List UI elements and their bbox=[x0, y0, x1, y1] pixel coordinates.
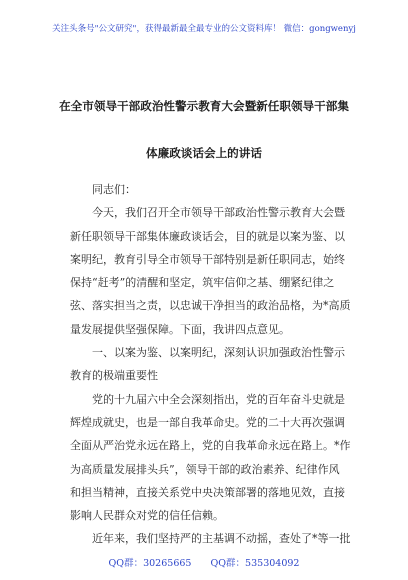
body-line: 弦、落实担当之责，以忠诚干净担当的政治品格，为*高质 bbox=[70, 299, 351, 313]
body-line: 案明纪，教育引导全市领导干部特别是新任职同志，始终 bbox=[70, 252, 345, 266]
section-heading-line: 教育的极端重要性 bbox=[70, 369, 158, 383]
qq-group-2: QQ群：535304092 bbox=[210, 558, 300, 569]
body-line: 今天，我们召开全市领导干部政治性警示教育大会暨 bbox=[92, 206, 345, 220]
body-line: 为高质量发展排头兵”，领导干部的政治素养、纪律作风 bbox=[70, 462, 340, 476]
document-title-line-1: 在全市领导干部政治性警示教育大会暨新任职领导干部集 bbox=[59, 99, 349, 113]
document-title-line-2: 体廉政谈话会上的讲话 bbox=[146, 146, 262, 160]
body-line: 全面从严治党永远在路上，党的自我革命永远在路上。*作 bbox=[70, 439, 351, 453]
document-body bbox=[70, 178, 351, 551]
body-line: 辉煌成就史，也是一部自我革命史。党的二十大再次强调 bbox=[70, 415, 345, 429]
salutation: 同志们： bbox=[92, 183, 136, 196]
body-line: 量发展提供坚强保障。下面，我讲四点意见。 bbox=[70, 322, 290, 336]
qq-group-1: QQ群：30265665 bbox=[108, 558, 192, 569]
body-line: 影响人民群众对党的信任信赖。 bbox=[70, 509, 224, 523]
body-line: 和担当精神，直接关系党中央决策部署的落地见效，直接 bbox=[70, 485, 345, 499]
footer-note bbox=[0, 555, 408, 569]
section-heading-line: 一、以案为鉴、以案明纪，深刻认识加强政治性警示 bbox=[92, 346, 345, 360]
body-line: 新任职领导干部集体廉政谈话会，目的就是以案为鉴、以 bbox=[70, 229, 345, 243]
header-note: 关注头条号"公文研究"，获得最新最全最专业的公文资料库！ 微信：gongwenyj bbox=[52, 24, 356, 34]
body-line: 近年来，我们坚持严的主基调不动摇，查处了*等一批 bbox=[92, 532, 351, 546]
body-line: 党的十九届六中全会深刻指出，党的百年奋斗史就是 bbox=[92, 392, 345, 406]
body-line: 保持“赶考”的清醒和坚定，筑牢信仰之基、绷紧纪律之 bbox=[70, 276, 335, 290]
